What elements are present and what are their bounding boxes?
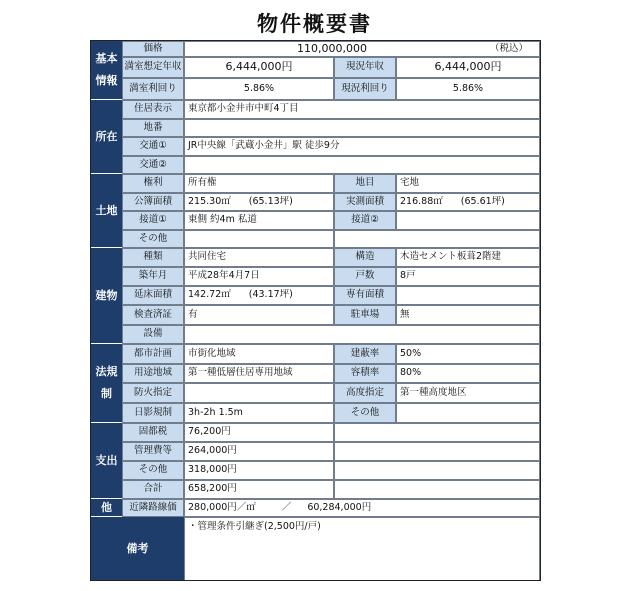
- floor-area-tsubo: (43.17坪): [248, 289, 293, 301]
- coverage-ratio-label: 建蔽率: [334, 344, 396, 364]
- land-category-label: 地目: [334, 174, 396, 193]
- expense-total-value: 658,200円: [184, 480, 334, 499]
- property-tax-value: 76,200円: [184, 423, 334, 442]
- public-area-tsubo: (65.13坪): [248, 195, 293, 207]
- land-other-label: その他: [122, 230, 184, 248]
- property-summary-sheet: [90, 40, 541, 581]
- measured-area-cell: [396, 193, 540, 211]
- equipment-label: 設備: [122, 325, 184, 344]
- city-plan-label: 都市計画: [122, 344, 184, 364]
- road-price-cell: [184, 499, 540, 517]
- road-price-per-sqm: 280,000円／㎡: [188, 501, 256, 513]
- access2-value: [184, 156, 540, 174]
- management-fee-value: 264,000円: [184, 442, 334, 461]
- fire-zone-value: [184, 383, 334, 403]
- price-tax-note: （税込）: [489, 42, 528, 54]
- section-land: 土地: [91, 174, 122, 248]
- land-category-value: 宅地: [396, 174, 540, 193]
- section-expense: 支出: [91, 423, 122, 499]
- lot-number-label: 地番: [122, 119, 184, 137]
- address-value: 東京都小金井市中町4丁目: [184, 100, 540, 119]
- expense-other-label: その他: [122, 461, 184, 480]
- remarks-value: ・管理条件引継ぎ(2,500円/戸): [184, 517, 540, 580]
- road1-label: 接道①: [122, 211, 184, 230]
- floor-area-value: 142.72㎡: [188, 289, 231, 301]
- fire-zone-label: 防火指定: [122, 383, 184, 403]
- land-blank-cell: [334, 230, 540, 248]
- page-title: 物件概要書: [257, 12, 372, 36]
- current-income-value: 6,444,000円: [396, 57, 540, 78]
- building-type-value: 共同住宅: [184, 248, 334, 267]
- road-price-separator: ／: [281, 501, 292, 513]
- full-yield-value: 5.86%: [184, 78, 334, 100]
- section-location: 所在: [91, 100, 122, 174]
- expense-other-value: 318,000円: [184, 461, 334, 480]
- law-other-label: その他: [334, 403, 396, 423]
- expense-blank-2: [334, 442, 540, 461]
- coverage-ratio-value: 50%: [396, 344, 540, 364]
- full-yield-label: 満室利回り: [122, 78, 184, 100]
- floor-area-cell: [184, 286, 334, 305]
- full-income-label: 満室想定年収: [122, 57, 184, 78]
- lot-number-value: [184, 119, 540, 137]
- public-area-label: 公簿面積: [122, 193, 184, 211]
- expense-blank-1: [334, 423, 540, 442]
- rights-value: 所有権: [184, 174, 334, 193]
- height-district-label: 高度指定: [334, 383, 396, 403]
- law-other-value: [396, 403, 540, 423]
- road-price-total: 60,284,000円: [307, 501, 372, 513]
- measured-area-label: 実測面積: [334, 193, 396, 211]
- floor-area-label: 延床面積: [122, 286, 184, 305]
- inspection-value: 有: [184, 305, 334, 325]
- section-other: 他: [91, 499, 122, 517]
- measured-area-value: 216.88㎡: [400, 195, 443, 207]
- shadow-reg-label: 日影規制: [122, 403, 184, 423]
- parking-label: 駐車場: [334, 305, 396, 325]
- price-label: 価格: [122, 41, 184, 57]
- equipment-value: [184, 325, 540, 344]
- zoning-label: 用途地域: [122, 364, 184, 383]
- expense-blank-4: [334, 480, 540, 499]
- full-income-value: 6,444,000円: [184, 57, 334, 78]
- land-other-value: [184, 230, 334, 248]
- built-date-label: 築年月: [122, 267, 184, 286]
- access1-value: JR中央線「武蔵小金井」駅 徒歩9分: [184, 137, 540, 156]
- building-type-label: 種類: [122, 248, 184, 267]
- current-yield-value: 5.86%: [396, 78, 540, 100]
- section-law: 法規制: [91, 344, 122, 423]
- measured-area-tsubo: (65.61坪): [460, 195, 505, 207]
- structure-value: 木造セメント板葺2階建: [396, 248, 540, 267]
- expense-total-label: 合計: [122, 480, 184, 499]
- section-building: 建物: [91, 248, 122, 344]
- expense-blank-3: [334, 461, 540, 480]
- parking-value: 無: [396, 305, 540, 325]
- price-value-cell: [184, 41, 540, 57]
- road2-value: [396, 211, 540, 230]
- access2-label: 交通②: [122, 156, 184, 174]
- units-value: 8戸: [396, 267, 540, 286]
- public-area-value: 215.30㎡: [188, 195, 231, 207]
- inspection-label: 検査済証: [122, 305, 184, 325]
- height-district-value: 第一種高度地区: [396, 383, 540, 403]
- road1-value: 東側 約4m 私道: [184, 211, 334, 230]
- current-yield-label: 現況利回り: [334, 78, 396, 100]
- floor-area-ratio-label: 容積率: [334, 364, 396, 383]
- road-price-label: 近隣路線価: [122, 499, 184, 517]
- public-area-cell: [184, 193, 334, 211]
- access1-label: 交通①: [122, 137, 184, 156]
- current-income-label: 現況年収: [334, 57, 396, 78]
- exclusive-area-label: 専有面積: [334, 286, 396, 305]
- zoning-value: 第一種低層住居専用地域: [184, 364, 334, 383]
- shadow-reg-value: 3h-2h 1.5m: [184, 403, 334, 423]
- management-fee-label: 管理費等: [122, 442, 184, 461]
- exclusive-area-value: [396, 286, 540, 305]
- city-plan-value: 市街化地域: [184, 344, 334, 364]
- price-value: 110,000,000: [297, 41, 367, 55]
- rights-label: 権利: [122, 174, 184, 193]
- built-date-value: 平成28年4月7日: [184, 267, 334, 286]
- floor-area-ratio-value: 80%: [396, 364, 540, 383]
- section-basic-info: 基本情報: [91, 41, 122, 100]
- section-remarks: 備考: [91, 517, 184, 580]
- property-tax-label: 固都税: [122, 423, 184, 442]
- units-label: 戸数: [334, 267, 396, 286]
- road2-label: 接道②: [334, 211, 396, 230]
- address-label: 住居表示: [122, 100, 184, 119]
- structure-label: 構造: [334, 248, 396, 267]
